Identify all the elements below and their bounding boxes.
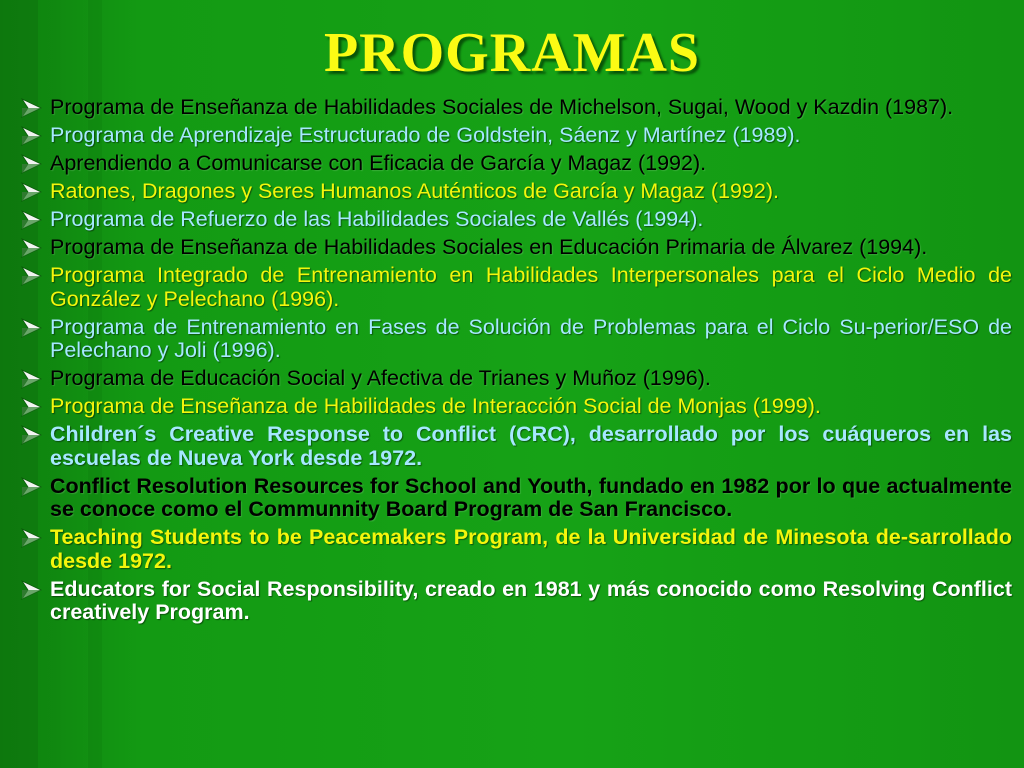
program-list-item-text: Aprendiendo a Comunicarse con Eficacia de García y Magaz (1992). (50, 151, 707, 175)
program-list-item-text: Programa de Enseñanza de Habilidades de Interacción Social de Monjas (1999). (50, 394, 821, 418)
arrowhead-bullet-icon (20, 397, 42, 417)
program-list-item (20, 208, 1012, 232)
arrowhead-bullet-icon (20, 154, 42, 174)
program-list-item (20, 96, 1012, 120)
program-list-item-text: Programa de Educación Social y Afectiva de Trianes y Muñoz (1996). (50, 366, 711, 390)
program-list-item-text: Programa de Aprendizaje Estructurado de Goldstein, Sáenz y Martínez (1989). (50, 123, 801, 147)
arrowhead-bullet-icon (20, 238, 42, 258)
arrowhead-bullet-icon (20, 528, 42, 548)
arrowhead-bullet-icon (20, 318, 42, 338)
program-list-item (20, 180, 1012, 204)
program-list-item (20, 264, 1012, 311)
arrowhead-bullet-icon (20, 425, 42, 445)
arrowhead-bullet-icon (20, 210, 42, 230)
arrowhead-bullet-icon (20, 477, 42, 497)
program-list-item (20, 124, 1012, 148)
program-list-item (20, 578, 1012, 625)
slide-title: PROGRAMAS (323, 22, 701, 84)
program-list-item (20, 152, 1012, 176)
program-list-item-text: Conflict Resolution Resources for School and Youth, fundado en 1982 por lo que actualmente se conoce como el Communnity Board Program de San Francisco. (50, 473, 1012, 521)
arrowhead-bullet-icon (20, 182, 42, 202)
program-list-item (20, 316, 1012, 363)
program-list-item-text: Programa de Entrenamiento en Fases de Solución de Problemas para el Ciclo Su-perior/ESO de Pelechano y Joli (1996). (50, 314, 1012, 362)
arrowhead-bullet-icon (20, 369, 42, 389)
program-list (20, 96, 1012, 629)
program-list-item (20, 367, 1012, 391)
program-list-item-text: Educators for Social Responsibility, creado en 1981 y más conocido como Resolving Conflict creatively Program. (50, 576, 1012, 624)
program-list-item-text: Children´s Creative Response to Conflict (CRC), desarrollado por los cuáqueros en las escuelas de Nueva York desde 1972. (50, 422, 1012, 470)
program-list-item-text: Programa de Refuerzo de las Habilidades Sociales de Vallés (1994). (50, 207, 704, 231)
program-list-item (20, 423, 1012, 470)
program-list-item (20, 475, 1012, 522)
program-list-item (20, 236, 1012, 260)
program-list-item-text: Programa de Enseñanza de Habilidades Sociales de Michelson, Sugai, Wood y Kazdin (1987). (50, 95, 954, 119)
program-list-item-text: Programa Integrado de Entrenamiento en Habilidades Interpersonales para el Ciclo Medio de González y Pelechano (1996). (50, 263, 1012, 311)
arrowhead-bullet-icon (20, 98, 42, 118)
arrowhead-bullet-icon (20, 580, 42, 600)
arrowhead-bullet-icon (20, 126, 42, 146)
program-list-item (20, 526, 1012, 573)
arrowhead-bullet-icon (20, 266, 42, 286)
program-list-item-text: Teaching Students to be Peacemakers Program, de la Universidad de Minesota de-sarrollado desde 1972. (50, 525, 1012, 573)
program-list-item-text: Ratones, Dragones y Seres Humanos Auténticos de García y Magaz (1992). (50, 179, 779, 203)
program-list-item-text: Programa de Enseñanza de Habilidades Sociales en Educación Primaria de Álvarez (1994). (50, 235, 928, 259)
program-list-item (20, 395, 1012, 419)
